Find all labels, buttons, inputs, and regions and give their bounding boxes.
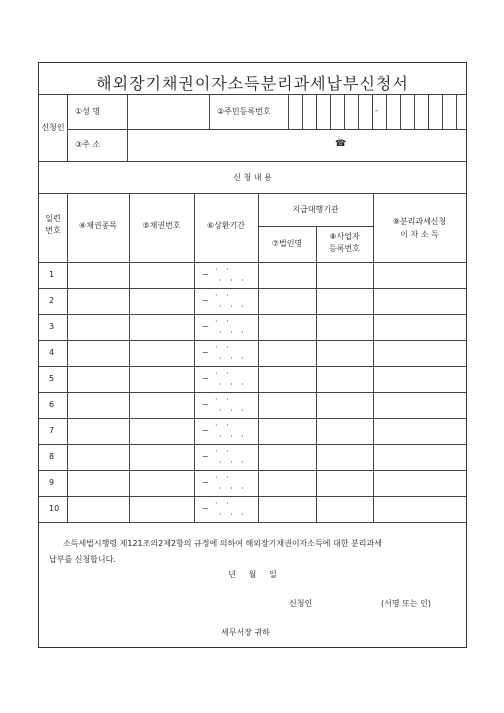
divider [129, 193, 130, 522]
application-header: 신 청 내 용 [233, 173, 272, 182]
header-serial-line1: 일련 [45, 214, 61, 223]
divider [386, 94, 387, 129]
period-dots-top: · · [215, 473, 232, 482]
period-tilde: ~ [202, 296, 209, 305]
row-number: 8 [49, 452, 55, 461]
header-biz-no-line1: ⑧사업자 [329, 232, 360, 241]
period-dots-bottom: · · · [219, 458, 247, 467]
phone-icon: ☎ [335, 139, 347, 149]
divider [39, 340, 466, 341]
row-number: 10 [49, 504, 60, 513]
period-dots-top: · · [215, 291, 232, 300]
divider [316, 94, 317, 129]
name-field[interactable] [128, 95, 208, 128]
divider [39, 470, 466, 471]
period-tilde: ~ [202, 322, 209, 331]
row-number: 2 [49, 296, 55, 305]
declaration-line1: 소득세법시행령 제121조의2제2항의 규정에 의하여 해외장기채권이자소득에 대한 분리과세 [63, 539, 382, 548]
period-dots-top: · · [215, 317, 232, 326]
divider [442, 94, 443, 129]
applicant-section-label: 신청인 [41, 123, 65, 132]
period-tilde: ~ [202, 270, 209, 279]
divider [39, 288, 466, 289]
header-serial-line2: 번호 [45, 226, 61, 235]
header-corp-name: ⑦법인명 [271, 239, 303, 248]
divider [414, 94, 415, 129]
header-paying-agent: 지급대행기관 [292, 205, 339, 214]
row-number: 4 [49, 348, 55, 357]
application-form [38, 62, 467, 648]
divider [428, 94, 429, 129]
period-dots-bottom: · · · [219, 510, 247, 519]
divider [39, 444, 466, 445]
period-dots-top: · · [215, 447, 232, 456]
divider [288, 94, 289, 129]
name-label: ①성 명 [75, 107, 101, 116]
row-number: 9 [49, 478, 55, 487]
signature-note: (서명 또는 인) [381, 599, 431, 608]
divider [39, 522, 466, 523]
row-number: 1 [49, 270, 55, 279]
header-separate-tax-line1: ⑨분리과세신청 [392, 217, 447, 226]
header-bond-no: ⑤채권번호 [142, 221, 181, 230]
divider [372, 94, 373, 129]
period-dots-top: · · [215, 395, 232, 404]
divider [194, 193, 195, 522]
divider [330, 94, 331, 129]
divider [39, 418, 466, 419]
resident-no-label: ②주민등록번호 [217, 107, 271, 116]
period-dots-top: · · [215, 499, 232, 508]
row-number: 6 [49, 400, 55, 409]
period-tilde: ~ [202, 504, 209, 513]
header-redemption: ⑥상환기간 [206, 221, 246, 230]
form-title: 해외장기채권이자소득분리과세납부신청서 [96, 74, 409, 93]
resident-no-dash: - [375, 106, 378, 115]
period-dots-top: · · [215, 421, 232, 430]
divider [344, 94, 345, 129]
divider [456, 94, 457, 129]
divider [373, 193, 374, 522]
period-tilde: ~ [202, 348, 209, 357]
divider [302, 94, 303, 129]
divider [39, 161, 466, 162]
period-tilde: ~ [202, 478, 209, 487]
divider [39, 366, 466, 367]
row-number: 7 [49, 426, 55, 435]
header-bond-type: ④채권종목 [78, 221, 118, 230]
address-field[interactable] [128, 130, 465, 160]
divider [67, 193, 68, 522]
row-number: 5 [49, 374, 55, 383]
header-biz-no-line2: 등록번호 [329, 244, 360, 253]
date-line: 년 월 일 [228, 570, 277, 579]
addressee: 세무서장 귀하 [221, 628, 270, 637]
period-dots-top: · · [215, 343, 232, 352]
period-dots-bottom: · · · [219, 276, 247, 285]
period-dots-bottom: · · · [219, 406, 247, 415]
period-tilde: ~ [202, 400, 209, 409]
period-dots-bottom: · · · [219, 354, 247, 363]
divider [39, 314, 466, 315]
declaration-line2: 납부를 신청합니다. [49, 555, 116, 564]
period-tilde: ~ [202, 374, 209, 383]
period-dots-bottom: · · · [219, 432, 247, 441]
header-separate-tax-line2: 이 자 소 득 [400, 230, 439, 239]
period-tilde: ~ [202, 426, 209, 435]
period-tilde: ~ [202, 452, 209, 461]
divider [39, 193, 466, 194]
divider [39, 262, 466, 263]
period-dots-bottom: · · · [219, 302, 247, 311]
period-dots-bottom: · · · [219, 328, 247, 337]
period-dots-bottom: · · · [219, 484, 247, 493]
divider [209, 94, 210, 129]
signer-label: 신청인 [289, 599, 313, 608]
divider [67, 94, 68, 161]
divider [39, 496, 466, 497]
divider [39, 392, 466, 393]
period-dots-top: · · [215, 265, 232, 274]
divider [316, 226, 317, 522]
divider [358, 94, 359, 129]
period-dots-top: · · [215, 369, 232, 378]
divider [39, 94, 466, 95]
row-number: 3 [49, 322, 55, 331]
period-dots-bottom: · · · [219, 380, 247, 389]
divider [400, 94, 401, 129]
address-label: ③주 소 [75, 140, 101, 149]
